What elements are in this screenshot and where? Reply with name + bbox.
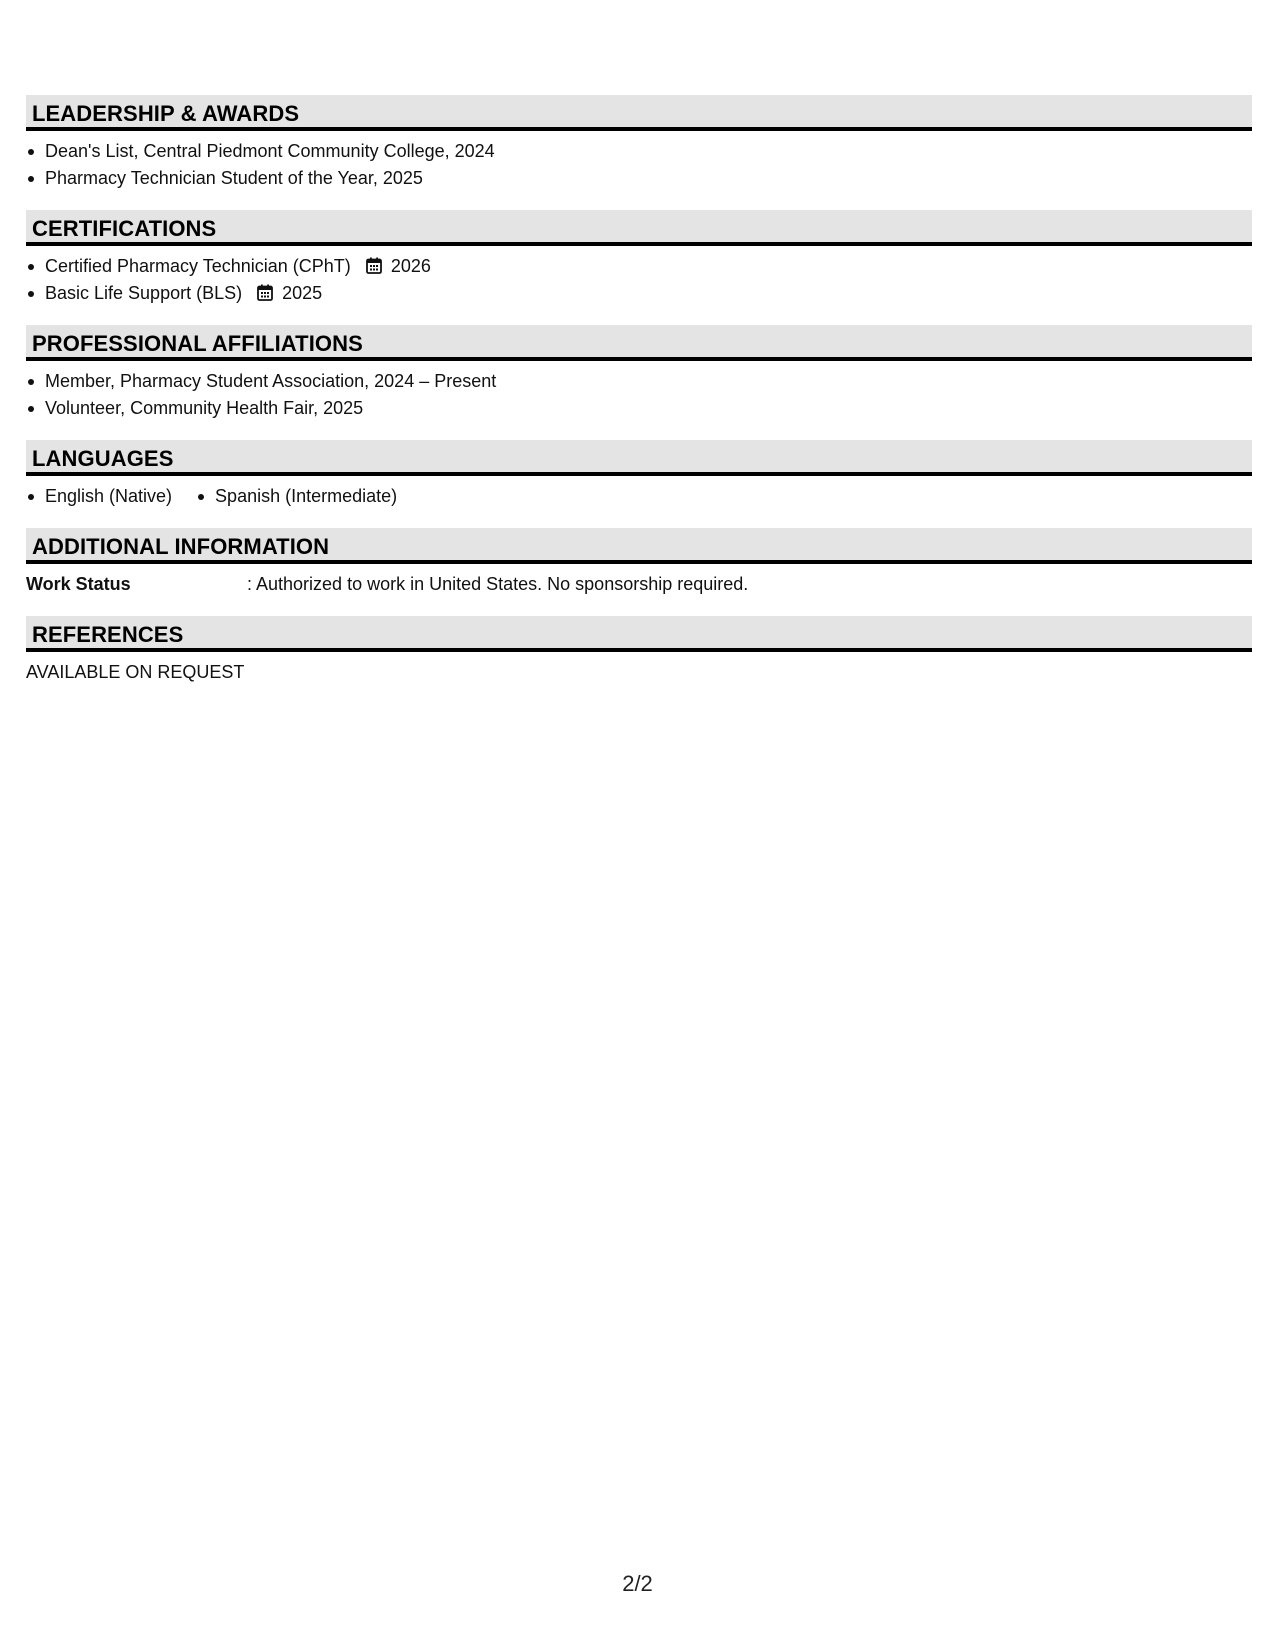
work-status-value: : Authorized to work in United States. No sponsorship required. bbox=[247, 574, 749, 594]
list-item: Member, Pharmacy Student Association, 2024 – Present bbox=[26, 368, 1252, 395]
section-heading: LEADERSHIP & AWARDS bbox=[26, 95, 1252, 131]
work-status-label: Work Status bbox=[26, 574, 131, 594]
page-number: 2/2 bbox=[622, 1571, 653, 1596]
list-item bbox=[26, 253, 1252, 280]
awards-list bbox=[26, 138, 1252, 192]
list-item: Spanish (Intermediate) bbox=[196, 483, 397, 510]
certifications-list bbox=[26, 253, 1252, 307]
references-section bbox=[26, 616, 1252, 686]
certification-year: 2026 bbox=[390, 256, 431, 276]
leadership-awards-section bbox=[26, 95, 1252, 192]
section-heading: ADDITIONAL INFORMATION bbox=[26, 528, 1252, 564]
calendar-icon bbox=[366, 257, 382, 274]
section-heading: PROFESSIONAL AFFILIATIONS bbox=[26, 325, 1252, 361]
list-item: English (Native) bbox=[26, 483, 172, 510]
resume-page bbox=[26, 95, 1252, 704]
section-heading: LANGUAGES bbox=[26, 440, 1252, 476]
affiliations-list bbox=[26, 368, 1252, 422]
certification-name: Certified Pharmacy Technician (CPhT) bbox=[45, 256, 351, 276]
certification-year: 2025 bbox=[282, 283, 323, 303]
list-item: Pharmacy Technician Student of the Year, 2025 bbox=[26, 165, 1252, 192]
list-item: Dean's List, Central Piedmont Community College, 2024 bbox=[26, 138, 1252, 165]
calendar-icon bbox=[257, 284, 273, 301]
references-text: AVAILABLE ON REQUEST bbox=[26, 662, 245, 682]
languages-section bbox=[26, 440, 1252, 510]
certification-name: Basic Life Support (BLS) bbox=[45, 283, 243, 303]
section-heading: CERTIFICATIONS bbox=[26, 210, 1252, 246]
section-heading: REFERENCES bbox=[26, 616, 1252, 652]
additional-information-section bbox=[26, 528, 1252, 598]
certifications-section bbox=[26, 210, 1252, 307]
work-status-row bbox=[26, 571, 1252, 598]
affiliations-section bbox=[26, 325, 1252, 422]
list-item: Volunteer, Community Health Fair, 2025 bbox=[26, 395, 1252, 422]
list-item bbox=[26, 280, 1252, 307]
languages-list bbox=[26, 483, 1252, 510]
